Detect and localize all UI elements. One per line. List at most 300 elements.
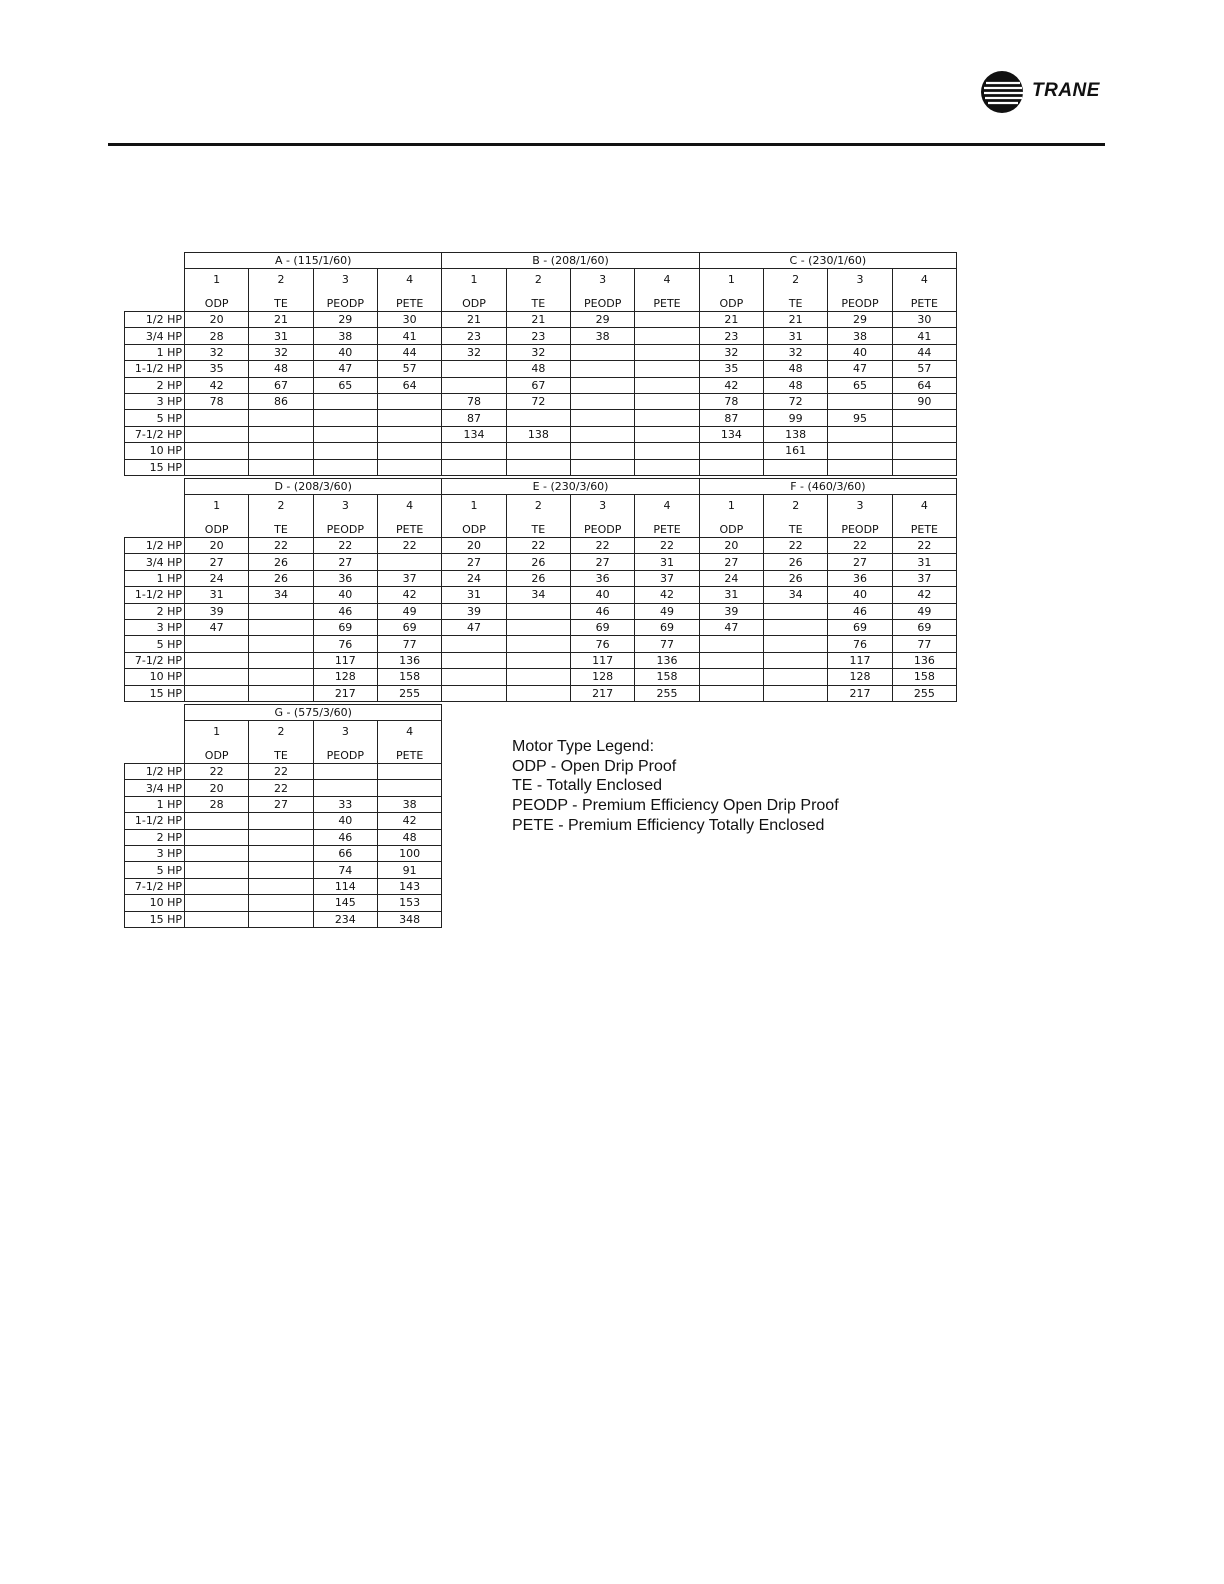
table-cell: 34 bbox=[764, 587, 828, 603]
table-cell bbox=[185, 652, 249, 668]
column-number: 4 bbox=[663, 499, 671, 512]
table-cell: 100 bbox=[377, 845, 441, 861]
table-cell bbox=[828, 426, 892, 442]
group-header-row bbox=[125, 479, 957, 495]
motor-type: PETE bbox=[396, 297, 424, 310]
table-cell bbox=[249, 813, 313, 829]
motor-type: TE bbox=[788, 297, 803, 310]
motor-type: PEODP bbox=[584, 523, 622, 536]
table-cell: 39 bbox=[442, 603, 506, 619]
table-cell bbox=[442, 636, 506, 652]
table-cell bbox=[377, 393, 441, 409]
legend-item-te: TE - Totally Enclosed bbox=[512, 777, 662, 795]
table-cell: 38 bbox=[828, 328, 892, 344]
table-cell: 138 bbox=[764, 426, 828, 442]
table-cell: 31 bbox=[442, 587, 506, 603]
column-number: 2 bbox=[792, 273, 800, 286]
table-cell: 128 bbox=[828, 669, 892, 685]
table-cell: 69 bbox=[377, 619, 441, 635]
table-cell: 23 bbox=[699, 328, 763, 344]
table-cell bbox=[185, 813, 249, 829]
table-cell: 91 bbox=[377, 862, 441, 878]
table-cell: 66 bbox=[313, 845, 377, 861]
table-cell: 20 bbox=[185, 538, 249, 554]
table-row bbox=[125, 862, 442, 878]
table-cell: 35 bbox=[185, 361, 249, 377]
table-cell: 77 bbox=[635, 636, 699, 652]
trane-logo-text: TRANE bbox=[1032, 80, 1100, 101]
table-cell bbox=[635, 393, 699, 409]
table-cell: 47 bbox=[442, 619, 506, 635]
table-cell: 128 bbox=[571, 669, 635, 685]
motor-type: PETE bbox=[910, 297, 938, 310]
table-cell bbox=[249, 878, 313, 894]
table-row bbox=[125, 538, 957, 554]
table-cell bbox=[699, 636, 763, 652]
table-cell: 255 bbox=[892, 685, 956, 701]
table-cell bbox=[377, 554, 441, 570]
table-cell bbox=[313, 443, 377, 459]
table-cell: 20 bbox=[185, 780, 249, 796]
table-cell bbox=[699, 459, 763, 475]
voltage-group-header: F - (460/3/60) bbox=[699, 479, 956, 495]
table-cell bbox=[892, 426, 956, 442]
table-cell bbox=[313, 459, 377, 475]
table-cell: 48 bbox=[764, 361, 828, 377]
table-cell: 49 bbox=[377, 603, 441, 619]
legend-item-odp: ODP - Open Drip Proof bbox=[512, 757, 677, 775]
column-number: 2 bbox=[277, 725, 285, 738]
table-cell: 20 bbox=[442, 538, 506, 554]
table-cell bbox=[506, 636, 570, 652]
table-cell: 69 bbox=[635, 619, 699, 635]
table-cell: 158 bbox=[635, 669, 699, 685]
table-cell bbox=[764, 619, 828, 635]
column-header bbox=[571, 269, 635, 312]
table-cell: 47 bbox=[828, 361, 892, 377]
hp-label: 2 HP bbox=[125, 377, 185, 393]
table-cell: 78 bbox=[699, 393, 763, 409]
table-cell: 40 bbox=[313, 813, 377, 829]
hp-label: 15 HP bbox=[125, 459, 185, 475]
table-cell bbox=[571, 426, 635, 442]
corner-blank bbox=[125, 269, 185, 312]
table-cell: 22 bbox=[249, 780, 313, 796]
voltage-group-header: A - (115/1/60) bbox=[185, 253, 442, 269]
column-number: 3 bbox=[599, 499, 607, 512]
table-row bbox=[125, 377, 957, 393]
table-cell bbox=[377, 780, 441, 796]
table-row bbox=[125, 619, 957, 635]
table-cell: 158 bbox=[892, 669, 956, 685]
table-cell: 26 bbox=[249, 554, 313, 570]
table-cell bbox=[185, 878, 249, 894]
table-cell bbox=[764, 459, 828, 475]
table-cell bbox=[506, 685, 570, 701]
column-header bbox=[442, 269, 506, 312]
table-cell bbox=[764, 603, 828, 619]
table-cell: 32 bbox=[506, 344, 570, 360]
table-cell bbox=[185, 459, 249, 475]
table-row bbox=[125, 878, 442, 894]
column-header bbox=[764, 495, 828, 538]
table-cell: 21 bbox=[764, 312, 828, 328]
table-row bbox=[125, 796, 442, 812]
table-cell: 234 bbox=[313, 911, 377, 927]
table-row bbox=[125, 813, 442, 829]
table-cell: 24 bbox=[699, 570, 763, 586]
hp-label: 15 HP bbox=[125, 685, 185, 701]
table-cell: 69 bbox=[571, 619, 635, 635]
table-cell: 217 bbox=[571, 685, 635, 701]
table-cell bbox=[635, 410, 699, 426]
motor-type: TE bbox=[274, 749, 288, 762]
table-cell bbox=[571, 410, 635, 426]
hp-label: 3/4 HP bbox=[125, 780, 185, 796]
table-cell bbox=[185, 410, 249, 426]
table-cell: 49 bbox=[892, 603, 956, 619]
table-row bbox=[125, 911, 442, 927]
table-cell: 27 bbox=[828, 554, 892, 570]
column-number: 2 bbox=[277, 499, 285, 512]
table-cell: 26 bbox=[506, 554, 570, 570]
table-cell: 36 bbox=[571, 570, 635, 586]
table-cell: 153 bbox=[377, 895, 441, 911]
table-cell bbox=[249, 619, 313, 635]
column-header bbox=[892, 495, 956, 538]
table-cell bbox=[506, 443, 570, 459]
table-cell: 42 bbox=[635, 587, 699, 603]
voltage-group-header: B - (208/1/60) bbox=[442, 253, 699, 269]
table-cell: 87 bbox=[699, 410, 763, 426]
table-cell: 90 bbox=[892, 393, 956, 409]
table-row bbox=[125, 554, 957, 570]
column-header bbox=[185, 269, 249, 312]
table-cell: 26 bbox=[764, 554, 828, 570]
table-cell: 28 bbox=[185, 328, 249, 344]
table-cell: 136 bbox=[377, 652, 441, 668]
table-cell bbox=[185, 426, 249, 442]
column-number: 1 bbox=[213, 725, 221, 738]
table-cell: 65 bbox=[313, 377, 377, 393]
column-number: 4 bbox=[920, 499, 928, 512]
table-row bbox=[125, 587, 957, 603]
column-header-row bbox=[125, 721, 442, 764]
hp-label: 10 HP bbox=[125, 443, 185, 459]
table-cell bbox=[313, 410, 377, 426]
table-cell bbox=[828, 443, 892, 459]
table-cell bbox=[442, 459, 506, 475]
table-cell bbox=[699, 669, 763, 685]
motor-type: PETE bbox=[910, 523, 938, 536]
table-cell: 40 bbox=[828, 344, 892, 360]
table-cell: 22 bbox=[185, 764, 249, 780]
column-number: 1 bbox=[213, 273, 221, 286]
table-cell: 117 bbox=[571, 652, 635, 668]
header-rule bbox=[108, 143, 1105, 146]
table-body bbox=[125, 479, 957, 702]
motor-type: PEODP bbox=[841, 523, 879, 536]
table-cell: 47 bbox=[185, 619, 249, 635]
table-575v bbox=[124, 704, 442, 928]
column-number: 1 bbox=[727, 273, 735, 286]
table-cell: 145 bbox=[313, 895, 377, 911]
table-row bbox=[125, 829, 442, 845]
table-cell: 57 bbox=[892, 361, 956, 377]
table-cell: 136 bbox=[892, 652, 956, 668]
table-single-phase bbox=[124, 252, 957, 476]
table-cell: 31 bbox=[635, 554, 699, 570]
legend-item-pete: PETE - Premium Efficiency Totally Enclosed bbox=[512, 816, 825, 834]
hp-label: 3 HP bbox=[125, 393, 185, 409]
table-cell bbox=[442, 377, 506, 393]
column-header bbox=[571, 495, 635, 538]
table-row bbox=[125, 570, 957, 586]
table-cell bbox=[442, 443, 506, 459]
table-cell: 40 bbox=[828, 587, 892, 603]
table-cell: 38 bbox=[377, 796, 441, 812]
column-number: 3 bbox=[341, 499, 349, 512]
table-cell: 69 bbox=[828, 619, 892, 635]
table-cell bbox=[185, 845, 249, 861]
table-cell bbox=[377, 459, 441, 475]
hp-label: 15 HP bbox=[125, 911, 185, 927]
table-cell bbox=[249, 459, 313, 475]
table-cell bbox=[892, 410, 956, 426]
corner-blank bbox=[125, 495, 185, 538]
table-cell: 46 bbox=[313, 829, 377, 845]
table-cell: 72 bbox=[506, 393, 570, 409]
table-cell bbox=[635, 344, 699, 360]
table-cell bbox=[185, 895, 249, 911]
column-number: 4 bbox=[406, 725, 414, 738]
table-cell bbox=[377, 410, 441, 426]
table-cell: 27 bbox=[249, 796, 313, 812]
column-number: 4 bbox=[406, 499, 414, 512]
motor-type: ODP bbox=[204, 523, 229, 536]
column-header bbox=[249, 495, 313, 538]
table-cell bbox=[249, 410, 313, 426]
table-cell bbox=[828, 459, 892, 475]
hp-label: 1-1/2 HP bbox=[125, 361, 185, 377]
table-cell: 44 bbox=[892, 344, 956, 360]
column-number: 3 bbox=[341, 725, 349, 738]
column-number: 4 bbox=[663, 273, 671, 286]
table-cell bbox=[828, 393, 892, 409]
column-number: 2 bbox=[792, 499, 800, 512]
table-cell: 29 bbox=[571, 312, 635, 328]
table-cell bbox=[249, 669, 313, 685]
motor-type: ODP bbox=[204, 749, 229, 762]
column-number: 1 bbox=[727, 499, 735, 512]
table-cell: 65 bbox=[828, 377, 892, 393]
hp-label: 3 HP bbox=[125, 845, 185, 861]
corner-blank bbox=[125, 705, 185, 721]
hp-label: 5 HP bbox=[125, 862, 185, 878]
column-number: 3 bbox=[341, 273, 349, 286]
motor-type: PEODP bbox=[326, 749, 364, 762]
table-cell: 39 bbox=[185, 603, 249, 619]
hp-label: 5 HP bbox=[125, 636, 185, 652]
table-row bbox=[125, 685, 957, 701]
column-header bbox=[764, 269, 828, 312]
table-cell bbox=[506, 652, 570, 668]
table-cell: 128 bbox=[313, 669, 377, 685]
table-cell bbox=[635, 312, 699, 328]
table-cell: 23 bbox=[506, 328, 570, 344]
table-cell bbox=[506, 410, 570, 426]
motor-type: TE bbox=[531, 297, 546, 310]
table-cell: 30 bbox=[892, 312, 956, 328]
table-row bbox=[125, 603, 957, 619]
table-cell: 22 bbox=[506, 538, 570, 554]
table-cell: 22 bbox=[313, 538, 377, 554]
table-cell: 69 bbox=[313, 619, 377, 635]
hp-label: 1/2 HP bbox=[125, 764, 185, 780]
table-cell: 67 bbox=[506, 377, 570, 393]
table-row bbox=[125, 895, 442, 911]
table-cell: 20 bbox=[699, 538, 763, 554]
table-row bbox=[125, 443, 957, 459]
table-cell: 74 bbox=[313, 862, 377, 878]
table-cell bbox=[185, 685, 249, 701]
table-cell: 22 bbox=[764, 538, 828, 554]
table-cell: 48 bbox=[377, 829, 441, 845]
table-cell bbox=[442, 652, 506, 668]
column-number: 2 bbox=[277, 273, 285, 286]
column-header bbox=[313, 721, 377, 764]
motor-type: TE bbox=[531, 523, 546, 536]
table-cell bbox=[249, 895, 313, 911]
table-cell: 76 bbox=[313, 636, 377, 652]
table-cell: 24 bbox=[185, 570, 249, 586]
column-header bbox=[828, 495, 892, 538]
table-cell bbox=[892, 459, 956, 475]
table-cell: 78 bbox=[185, 393, 249, 409]
motor-type: ODP bbox=[204, 297, 229, 310]
motor-type: PEODP bbox=[584, 297, 622, 310]
table-cell: 46 bbox=[828, 603, 892, 619]
table-cell: 42 bbox=[377, 813, 441, 829]
table-cell: 64 bbox=[377, 377, 441, 393]
table-cell: 76 bbox=[828, 636, 892, 652]
table-cell: 23 bbox=[442, 328, 506, 344]
voltage-group-header: E - (230/3/60) bbox=[442, 479, 699, 495]
table-cell: 27 bbox=[185, 554, 249, 570]
table-three-phase bbox=[124, 478, 957, 702]
column-header-row bbox=[125, 269, 957, 312]
table-cell: 38 bbox=[571, 328, 635, 344]
table-row bbox=[125, 344, 957, 360]
table-cell: 37 bbox=[892, 570, 956, 586]
column-number: 1 bbox=[470, 499, 478, 512]
table-cell bbox=[249, 911, 313, 927]
hp-label: 1/2 HP bbox=[125, 538, 185, 554]
motor-type: ODP bbox=[719, 297, 744, 310]
table-cell: 31 bbox=[892, 554, 956, 570]
table-cell: 41 bbox=[892, 328, 956, 344]
hp-label: 1 HP bbox=[125, 570, 185, 586]
table-cell bbox=[185, 911, 249, 927]
legend-item-peodp: PEODP - Premium Efficiency Open Drip Proof bbox=[512, 797, 839, 815]
table-cell: 255 bbox=[635, 685, 699, 701]
table-cell bbox=[442, 361, 506, 377]
table-cell bbox=[635, 361, 699, 377]
column-header bbox=[185, 495, 249, 538]
table-cell bbox=[506, 459, 570, 475]
table-cell bbox=[571, 344, 635, 360]
table-row bbox=[125, 669, 957, 685]
table-cell: 161 bbox=[764, 443, 828, 459]
column-number: 1 bbox=[213, 499, 221, 512]
table-cell bbox=[571, 393, 635, 409]
table-row bbox=[125, 312, 957, 328]
column-header-row bbox=[125, 495, 957, 538]
motor-type: PETE bbox=[653, 297, 681, 310]
table-cell bbox=[249, 685, 313, 701]
hp-label: 1 HP bbox=[125, 344, 185, 360]
table-cell: 69 bbox=[892, 619, 956, 635]
voltage-group-header: G - (575/3/60) bbox=[185, 705, 442, 721]
motor-type: PETE bbox=[653, 523, 681, 536]
table-cell bbox=[764, 685, 828, 701]
table-cell bbox=[249, 603, 313, 619]
table-cell: 42 bbox=[377, 587, 441, 603]
table-cell bbox=[185, 669, 249, 685]
table-cell: 42 bbox=[892, 587, 956, 603]
table-cell: 33 bbox=[313, 796, 377, 812]
table-cell: 36 bbox=[828, 570, 892, 586]
table-cell: 31 bbox=[185, 587, 249, 603]
column-number: 4 bbox=[406, 273, 414, 286]
table-cell bbox=[764, 636, 828, 652]
table-row bbox=[125, 636, 957, 652]
table-row bbox=[125, 764, 442, 780]
table-cell: 32 bbox=[185, 344, 249, 360]
table-cell: 72 bbox=[764, 393, 828, 409]
table-cell: 27 bbox=[571, 554, 635, 570]
table-cell: 67 bbox=[249, 377, 313, 393]
table-cell bbox=[249, 652, 313, 668]
motor-type: ODP bbox=[462, 297, 486, 310]
group-header-row bbox=[125, 253, 957, 269]
column-header bbox=[249, 721, 313, 764]
table-cell bbox=[249, 443, 313, 459]
table-cell: 217 bbox=[828, 685, 892, 701]
motor-type: PETE bbox=[396, 749, 424, 762]
table-row bbox=[125, 410, 957, 426]
table-cell: 28 bbox=[185, 796, 249, 812]
table-cell: 87 bbox=[442, 410, 506, 426]
table-cell bbox=[313, 764, 377, 780]
column-number: 4 bbox=[920, 273, 928, 286]
table-cell: 57 bbox=[377, 361, 441, 377]
table-cell: 99 bbox=[764, 410, 828, 426]
table-cell: 37 bbox=[635, 570, 699, 586]
table-row bbox=[125, 328, 957, 344]
table-cell: 21 bbox=[699, 312, 763, 328]
table-cell bbox=[185, 443, 249, 459]
table-cell bbox=[185, 636, 249, 652]
hp-label: 2 HP bbox=[125, 603, 185, 619]
table-cell: 29 bbox=[313, 312, 377, 328]
table-cell: 40 bbox=[571, 587, 635, 603]
table-cell bbox=[249, 845, 313, 861]
table-row bbox=[125, 780, 442, 796]
table-cell: 48 bbox=[764, 377, 828, 393]
column-header bbox=[249, 269, 313, 312]
column-header bbox=[635, 269, 699, 312]
